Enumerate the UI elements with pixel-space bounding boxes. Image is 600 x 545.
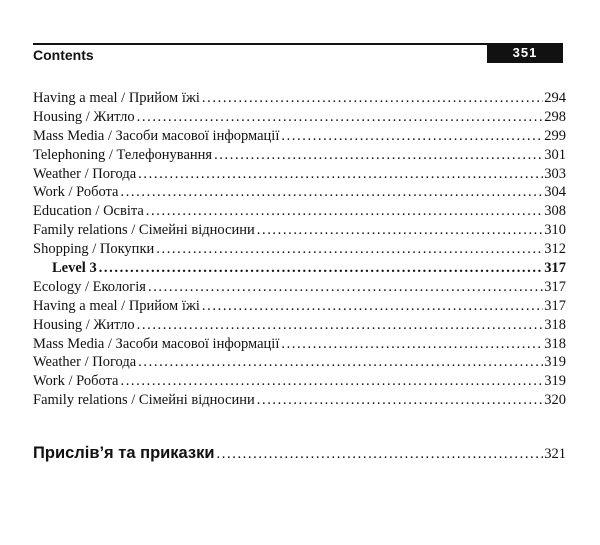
toc-entry-page: 317 [544,297,566,314]
toc-entry-page: 319 [544,373,566,390]
toc-entry-title: Having a meal / Прийом їжі [33,90,200,106]
toc-entry-page: 294 [544,90,566,106]
toc-entry[interactable] [33,146,566,165]
dot-leader [136,165,543,184]
dot-leader [97,259,544,278]
toc-entry-page: 303 [544,165,566,182]
toc-entry-title: Прислів’я та приказки [33,444,215,462]
toc-entry-title: Housing / Житло [33,108,135,125]
dot-leader [118,183,543,202]
toc-entry-title: Telephoning / Телефонування [33,146,213,163]
toc-entry-page: 317 [544,278,566,295]
toc-entry-title: Family relations / Сімейні відносини [33,222,255,239]
toc-entry[interactable] [33,353,566,372]
toc-entry[interactable] [33,165,566,184]
toc-entry-title: Weather / Погода [33,354,137,371]
toc-entry[interactable] [33,127,566,146]
toc-entry-page: 301 [544,146,566,163]
dot-leader [146,278,543,297]
running-header [33,43,563,63]
dot-leader [135,316,544,335]
toc-level-heading[interactable] [33,259,566,278]
dot-leader [279,127,543,146]
toc-entry-title: Ecology / Екологія [33,278,146,295]
dot-leader [200,89,543,108]
toc-entry-title: Family relations / Сімейні відносини [33,392,255,409]
toc-entry-title: Housing / Житло [33,316,135,333]
toc-entry-title: Education / Освіта [33,203,144,220]
dot-leader [136,353,543,372]
toc-entry[interactable] [33,372,566,391]
dot-leader [279,335,543,354]
dot-leader [255,221,544,240]
toc-entry-page: 299 [544,127,566,144]
toc-entry[interactable] [33,183,566,202]
toc-entry-page: 317 [544,260,566,277]
toc-entry[interactable] [33,335,566,354]
dot-leader [200,297,543,316]
dot-leader [215,446,544,463]
toc-entry-page: 312 [544,241,566,258]
toc-entry-page: 320 [544,392,566,409]
toc-entry-page: 319 [544,354,566,371]
toc-entry-title: Work / Робота [33,184,119,201]
toc-entry-title: Mass Media / Засоби масової інформації [33,335,280,352]
toc-entry-page: 310 [544,222,566,239]
header-page-number: 351 [487,43,563,63]
toc-entry[interactable] [33,202,566,221]
toc-entry[interactable] [33,278,566,297]
toc-entry[interactable] [33,221,566,240]
toc-entry[interactable] [33,240,566,259]
toc-entry[interactable] [33,108,566,127]
toc-entry-proverbs[interactable] [33,443,566,463]
dot-leader [154,240,543,259]
toc-entry-title: Having a meal / Прийом їжі [33,297,200,314]
dot-leader [118,372,543,391]
toc-entry-page: 308 [544,203,566,220]
toc-entry-page: 318 [544,335,566,352]
toc-entry[interactable] [33,297,566,316]
toc-entry-title: Level 3 [52,260,97,277]
header-section-title: Contents [33,47,94,63]
toc-entry-page: 298 [544,108,566,125]
dot-leader [144,202,543,221]
toc-entry-page: 304 [544,184,566,201]
toc-entry[interactable] [33,391,566,410]
table-of-contents [33,89,566,410]
toc-entry-page: 318 [544,316,566,333]
toc-entry-title: Shopping / Покупки [33,241,155,258]
toc-entry[interactable] [33,89,566,108]
toc-entry-page: 321 [544,446,566,462]
toc-entry[interactable] [33,316,566,335]
dot-leader [255,391,544,410]
toc-entry-title: Weather / Погода [33,165,137,182]
dot-leader [212,146,543,165]
toc-entry-title: Work / Робота [33,373,119,390]
toc-entry-title: Mass Media / Засоби масової інформації [33,127,280,144]
dot-leader [135,108,544,127]
